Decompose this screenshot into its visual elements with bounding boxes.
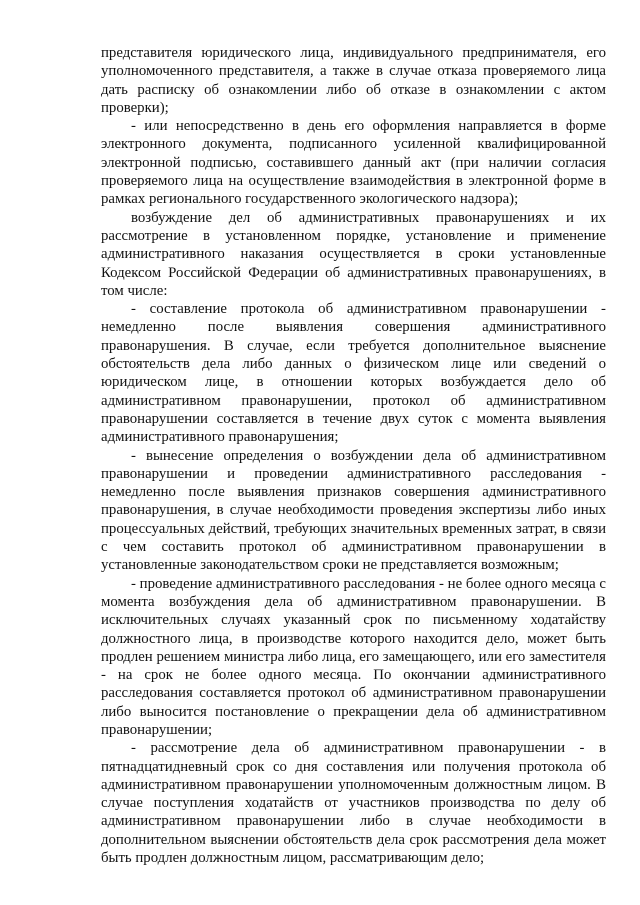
document-page bbox=[101, 44, 606, 867]
paragraph-investigation-term: - проведение административного расследования - не более одного месяца с момента возбуждения дела об административном правонарушении. В исключительных случаях указанный срок по письменному ходатайству должностного лица, в производстве которого находится дело, может быть продлен решением министра либо лица, его замещающего, или его заместителя - на срок не более одного месяца. По окончании административного расследования составляется протокол об административном правонарушении либо выносится постановление о прекращении дела об административном правонарушении; bbox=[101, 575, 606, 738]
paragraph-case-initiation: возбуждение дел об административных правонарушениях и их рассмотрение в установленном порядке, установление и применение административного наказания осуществляется в сроки установленные Кодексом Российской Федерации об административных правонарушениях, в том числе: bbox=[101, 209, 606, 299]
paragraph-investigation-ruling: - вынесение определения о возбуждении дела об административном правонарушении и проведении административного расследования - немедленно после выявления признаков совершения административного правонарушения, в случае необходимости проведения экспертизы либо иных процессуальных действий, требующих значительных временных затрат, в связи с чем составить протокол об административном правонарушении в установленные законодательством сроки не представляется возможным; bbox=[101, 447, 606, 574]
paragraph-electronic-document: - или непосредственно в день его оформления направляется в форме электронного документа, подписанного усиленной квалифицированной электронной подписью, составившего данный акт (при наличии согласия проверяемого лица на осуществление взаимодействия в электронной форме в рамках регионального государственного экологического надзора); bbox=[101, 118, 606, 208]
paragraph-case-review: - рассмотрение дела об административном правонарушении - в пятнадцатидневный срок со дня составления или получения протокола об административном правонарушении уполномоченным должностным лицом. В случае поступления ходатайств от участников производства по делу об административном правонарушении либо в случае необходимости в дополнительном выяснении обстоятельств дела срок рассмотрения дела может быть продлен должностным лицом, рассматривающим дело; bbox=[101, 740, 606, 867]
paragraph-continuation: представителя юридического лица, индивидуального предпринимателя, его уполномоченного представителя, а также в случае отказа проверяемого лица дать расписку об ознакомлении либо об отказе в ознакомлении с актом проверки); bbox=[101, 45, 606, 116]
paragraph-protocol-drafting: - составление протокола об административном правонарушении - немедленно после выявления совершения административного правонарушения. В случае, если требуется дополнительное выяснение обстоятельств дела либо данных о физическом лице или сведений о юридическом лице, в отношении которых возбуждается дело об административном правонарушении, протокол об административном правонарушении составляется в течение двух суток с момента выявления административного правонарушения; bbox=[101, 301, 606, 446]
